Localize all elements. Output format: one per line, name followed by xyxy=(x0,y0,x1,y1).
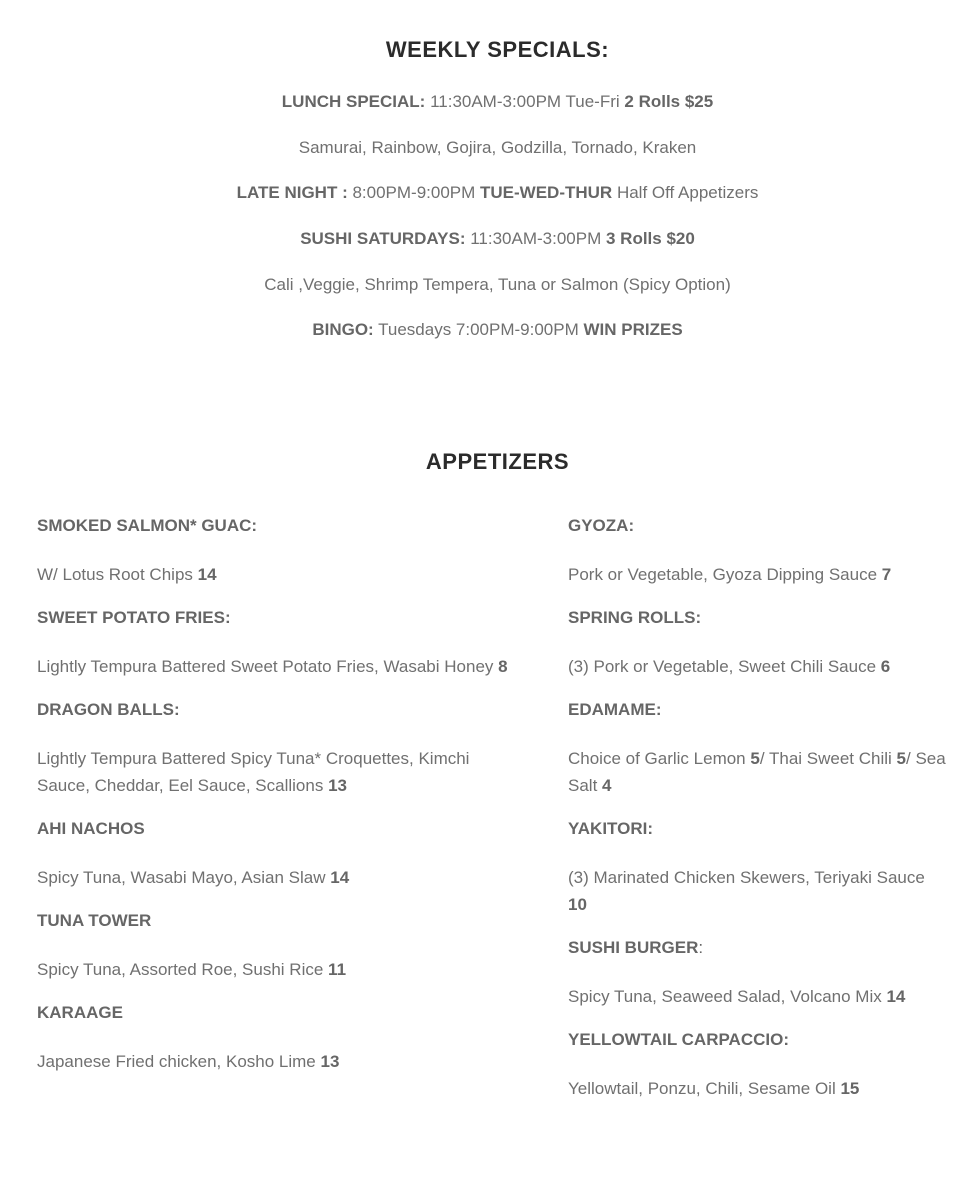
bingo-time: Tuesdays 7:00PM-9:00PM xyxy=(373,320,584,339)
item-price: 5 xyxy=(750,749,760,768)
menu-item xyxy=(37,515,542,588)
lunch-special-line xyxy=(0,91,970,113)
item-name: AHI NACHOS xyxy=(37,819,145,838)
item-price: 13 xyxy=(328,776,347,795)
menu-item xyxy=(37,1002,542,1075)
item-price: 15 xyxy=(840,1079,860,1098)
weekly-specials-heading: WEEKLY SPECIALS: xyxy=(385,37,610,62)
sushi-saturdays-label: SUSHI SATURDAYS: xyxy=(300,229,466,248)
item-price: 14 xyxy=(197,565,217,584)
menu-item-yakitori xyxy=(568,818,948,918)
item-description xyxy=(568,1075,948,1102)
menu-item xyxy=(37,910,542,983)
item-desc-text: Pork or Vegetable, Gyoza Dipping Sauce xyxy=(568,565,882,584)
item-description xyxy=(37,864,542,891)
late-night-deal: Half Off Appetizers xyxy=(612,183,759,202)
item-desc-text: / Sea Salt xyxy=(568,749,946,795)
item-description xyxy=(37,1048,542,1075)
item-price: 6 xyxy=(880,657,891,676)
appetizers-right-column xyxy=(568,515,948,1121)
menu-item xyxy=(37,699,542,799)
item-desc-text: Yellowtail, Ponzu, Chili, Sesame Oil xyxy=(568,1079,841,1098)
menu-item xyxy=(37,818,542,891)
bingo-label: BINGO: xyxy=(312,320,374,339)
bingo-line xyxy=(0,319,970,341)
sushi-saturdays-rolls: Cali ,Veggie, Shrimp Tempera, Tuna or Salmon (Spicy Option) xyxy=(264,275,731,294)
item-desc-text: Spicy Tuna, Seaweed Salad, Volcano Mix xyxy=(568,987,887,1006)
item-name: YELLOWTAIL CARPACCIO: xyxy=(568,1030,789,1049)
item-name: KARAAGE xyxy=(37,1003,123,1022)
item-description xyxy=(37,561,542,588)
item-price: 14 xyxy=(886,987,906,1006)
item-price: 8 xyxy=(498,657,508,676)
item-price: 4 xyxy=(602,776,612,795)
item-desc-text: W/ Lotus Root Chips xyxy=(37,565,198,584)
sushi-saturdays-time: 11:30AM-3:00PM xyxy=(465,229,606,248)
late-night-days: TUE-WED-THUR xyxy=(480,183,613,202)
menu-item-gyoza xyxy=(568,515,948,588)
menu-item-spring-rolls xyxy=(568,607,948,680)
item-description xyxy=(37,653,542,680)
item-desc-text: / Thai Sweet Chili xyxy=(759,749,897,768)
item-price: 11 xyxy=(328,960,347,979)
item-description xyxy=(568,561,948,588)
item-price: 10 xyxy=(568,895,587,914)
item-name: EDAMAME: xyxy=(568,700,662,719)
item-price: 13 xyxy=(320,1052,340,1071)
item-description xyxy=(37,956,542,983)
late-night-time: 8:00PM-9:00PM xyxy=(347,183,481,202)
menu-item-yellowtail-carpaccio xyxy=(568,1029,948,1102)
menu-item-edamame xyxy=(568,699,948,799)
item-price: 5 xyxy=(896,749,907,768)
item-desc-text: (3) Marinated Chicken Skewers, Teriyaki Sauce xyxy=(568,868,925,887)
lunch-special-time: 11:30AM-3:00PM Tue-Fri xyxy=(425,92,625,111)
item-desc-text: Spicy Tuna, Wasabi Mayo, Asian Slaw xyxy=(37,868,331,887)
item-price: 14 xyxy=(330,868,350,887)
menu-item xyxy=(37,607,542,680)
lunch-special-label: LUNCH SPECIAL: xyxy=(281,92,426,111)
item-name: YAKITORI: xyxy=(568,819,654,838)
item-desc-text: (3) Pork or Vegetable, Sweet Chili Sauce xyxy=(568,657,881,676)
appetizers-left-column xyxy=(37,515,542,1094)
sushi-saturdays-deal: 3 Rolls $20 xyxy=(605,229,695,248)
item-desc-text: Spicy Tuna, Assorted Roe, Sushi Rice xyxy=(37,960,329,979)
item-desc-text: Choice of Garlic Lemon xyxy=(568,749,751,768)
item-desc-text: Lightly Tempura Battered Spicy Tuna* Croquettes, Kimchi Sauce, Cheddar, Eel Sauce, Scallions xyxy=(37,749,470,795)
appetizers-heading: APPETIZERS xyxy=(425,449,570,474)
item-description xyxy=(37,745,507,799)
item-name-suffix: : xyxy=(698,938,704,957)
menu-item-sushi-burger xyxy=(568,937,948,1010)
bingo-deal: WIN PRIZES xyxy=(583,320,683,339)
late-night-line xyxy=(0,182,970,204)
item-name: SMOKED SALMON* GUAC: xyxy=(37,516,258,535)
item-desc-text: Japanese Fried chicken, Kosho Lime xyxy=(37,1052,321,1071)
lunch-special-deal: 2 Rolls $25 xyxy=(624,92,714,111)
item-description xyxy=(568,983,948,1010)
item-name xyxy=(568,937,948,959)
item-desc-text: Lightly Tempura Battered Sweet Potato Fries, Wasabi Honey xyxy=(37,657,499,676)
item-description xyxy=(568,864,948,918)
item-name: SPRING ROLLS: xyxy=(568,608,702,627)
item-description xyxy=(568,745,948,799)
item-name: SWEET POTATO FRIES: xyxy=(37,608,231,627)
late-night-label: LATE NIGHT : xyxy=(236,183,348,202)
item-name: TUNA TOWER xyxy=(37,911,152,930)
sushi-saturdays-line xyxy=(0,228,970,250)
item-description xyxy=(568,653,948,680)
item-name: GYOZA: xyxy=(568,516,635,535)
lunch-special-rolls: Samurai, Rainbow, Gojira, Godzilla, Tornado, Kraken xyxy=(298,138,697,157)
item-name-text: SUSHI BURGER xyxy=(568,938,699,957)
item-name: DRAGON BALLS: xyxy=(37,700,180,719)
item-price: 7 xyxy=(881,565,892,584)
